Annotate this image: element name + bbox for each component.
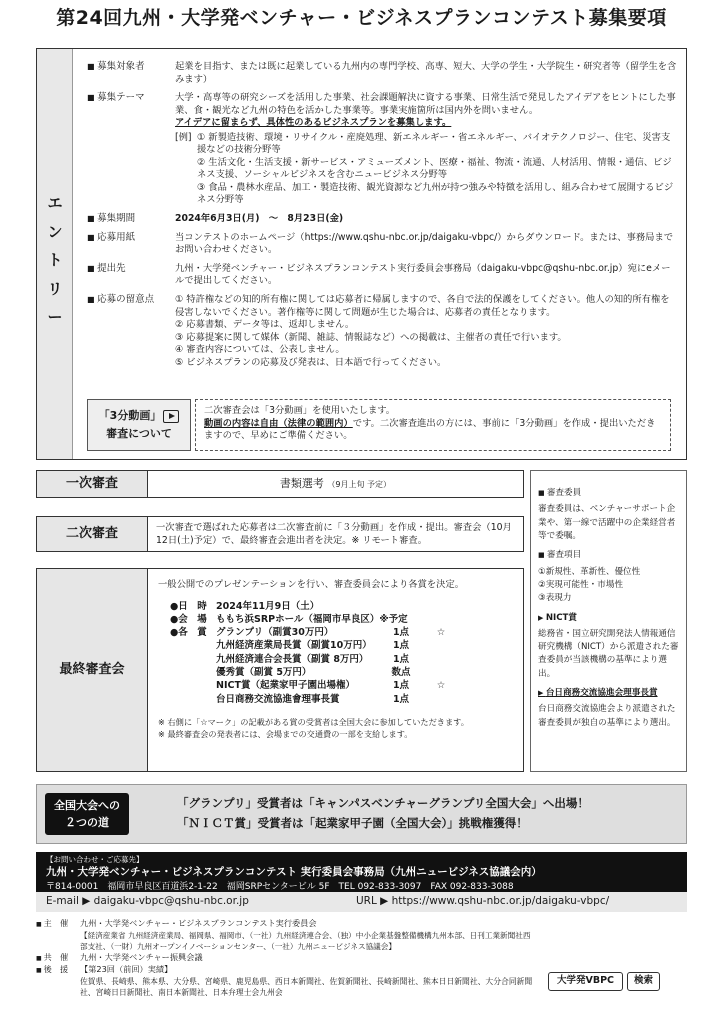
note-item-3: ③ 応募提案に関して媒体（新聞、雑誌、情報誌など）への掲載は、主催者の責任で行います。: [175, 331, 567, 343]
entry-side-label: エ ン ト リ ー: [47, 194, 63, 326]
entry-period-value: 2024年6月3日(月) ～ 8月23日(金): [175, 213, 344, 225]
criteria-list: [538, 566, 679, 606]
final-venue-value: ももち浜SRPホール（福岡市早良区）※予定: [216, 613, 408, 625]
example-item-2: ② 生活文化・生活支援・新サービス・アミューズメント、医療・福祉、物流・流通、人材活用、情報・通信、ビジネス支援、ソーシャルビジネスを含むニュービジネス分野等: [197, 156, 672, 181]
footer-host-members: 【経済産業省 九州経済産業局、福岡県、福岡市、（一社）九州経済連合会、（独）中小企業基盤整備機構九州本部、日刊工業新聞社西部支社、（一財）九州オープンイノベーションセンター、（一社）九州ニュービジネス協議会】: [80, 930, 531, 951]
entry-theme-examples: [175, 132, 677, 207]
criteria-heading: ■ 審査項目: [538, 549, 679, 562]
video-badge-line2: 審査について: [106, 426, 172, 440]
nict-text: 総務省・国立研究開発法人情報通信研究機構（NICT）から派遣された審査委員が当該機構の基準により選出。: [538, 628, 679, 679]
final-label: 最終審査会: [36, 568, 148, 772]
contact-org: 九州・大学発ベンチャー・ビジネスプランコンテスト 実行委員会事務局（九州ニュービジネス協議会内）: [46, 866, 542, 879]
video-review-row: [87, 399, 677, 451]
entry-notes-label: ■ 応募の留意点: [87, 294, 175, 369]
final-info: [170, 600, 513, 706]
star-icon: [426, 653, 456, 666]
prize-name: 優秀賞（副賞 5万円）: [216, 667, 312, 679]
prize-row: [216, 639, 456, 652]
entry-theme-text: 大学・高専等の研究シーズを活用した事業、社会課題解決に資する事業、日常生活で発見したアイデアをヒントにした事業、食・観光など九州の特色を活かした事業等。事業実施箇所は国内外を問いません。: [175, 92, 676, 116]
nationals-line-1: 「グランプリ」受賞者は「キャンパスベンチャーグランプリ全国大会」へ出場！: [177, 796, 589, 810]
final-date-key: ●日 時: [170, 600, 207, 612]
criteria-item-2: ②実現可能性・市場性: [538, 579, 624, 590]
nationals-label-2: ２つの道: [65, 815, 109, 829]
screening2-label: 二次審査: [36, 516, 148, 552]
prize-row: [216, 626, 456, 639]
prize-row: [216, 679, 456, 692]
prize-list: [216, 626, 456, 706]
contact-email[interactable]: E-mail ▶ daigaku-vbpc@qshu-nbc.or.jp: [46, 895, 249, 907]
footer: [36, 918, 536, 998]
video-description: [195, 399, 671, 451]
prize-row: [216, 653, 456, 666]
entry-theme-value: [175, 92, 677, 207]
example-item-1: ① 新製造技術、環境・リサイクル・産廃処理、新エネルギー・省エネルギー、バイオテクノロジー、住宅、災害支援などの技術分野等: [197, 131, 671, 156]
footer-host-value: 九州・大学発ベンチャー・ビジネスプランコンテスト実行委員会: [80, 918, 317, 928]
nict-heading: ▶ NICT賞: [538, 612, 679, 625]
prize-name: NICT賞（起業家甲子園出場権）: [216, 680, 355, 692]
entry-submit-row: [87, 263, 677, 288]
prize-count: 数点: [391, 667, 411, 679]
contact-url[interactable]: URL ▶ https://www.qshu-nbc.or.jp/daigaku-vbpc/: [356, 895, 610, 907]
entry-submit-label: ■ 提出先: [87, 263, 175, 288]
star-icon: [426, 639, 456, 652]
footer-host-key: ■ 主 催: [36, 918, 80, 930]
final-prizes-key: ●各 賞: [170, 627, 207, 639]
entry-form-row: [87, 232, 677, 257]
example-item-3: ③ 食品・農林水産品、加工・製造技術、観光資源など九州が持つ強みや特徴を活用し、組み合わせて展開するビジネス分野等: [197, 181, 674, 206]
entry-notes-row: [87, 294, 677, 369]
final-content: [148, 568, 524, 772]
prize-row: [216, 693, 456, 706]
footer-support-row: [36, 964, 536, 976]
video-badge: [87, 399, 191, 451]
contact-email-row: [36, 892, 687, 912]
search-widget: [548, 972, 660, 991]
footer-cohost-row: [36, 952, 536, 964]
prize-name: グランプリ（副賞30万円）: [216, 627, 334, 639]
footer-host-row: [36, 918, 536, 930]
prize-count: 1点: [392, 653, 410, 665]
star-icon: ☆: [436, 680, 446, 692]
prize-name: 九州経済産業局長賞（副賞10万円）: [216, 640, 372, 652]
note-item-5: ⑤ ビジネスプランの応募及び発表は、日本語で行ってください。: [175, 356, 447, 368]
footer-cohost-value: 九州・大学発ベンチャー振興会議: [80, 951, 203, 962]
nationals-line-2: 「ＮＩＣＴ賞」受賞者は「起業家甲子園（全国大会）」挑戦権獲得！: [177, 815, 528, 830]
prize-row: [216, 666, 456, 679]
judges-heading: ■ 審査委員: [538, 487, 679, 500]
nationals-banner: [36, 784, 687, 844]
prize-name: 九州経済連合会長賞（副賞 8万円）: [216, 653, 369, 665]
note-item-4: ④ 審査内容については、公表しません。: [175, 344, 345, 356]
search-term[interactable]: 大学発VBPC: [548, 972, 623, 991]
entry-theme-emphasis: アイデアに留まらず、具体性のあるビジネスプランを募集します。: [175, 117, 452, 129]
final-intro: 一般公開でのプレゼンテーションを行い、審査委員会により各賞を決定。: [158, 579, 465, 590]
nationals-label-1: 全国大会への: [54, 799, 120, 812]
entry-form-label: ■ 応募用紙: [87, 232, 175, 257]
screening1-content: [148, 470, 524, 498]
final-note-1: ※ 右側に「☆マーク」の記載がある賞の受賞者は全国大会に参加していただきます。: [158, 716, 469, 727]
entry-side-panel: [37, 49, 73, 459]
entry-theme-row: [87, 92, 677, 207]
prize-count: 1点: [392, 627, 410, 639]
nationals-label: [45, 793, 129, 835]
entry-target-row: [87, 61, 677, 86]
entry-period-row: [87, 213, 677, 226]
criteria-item-1: ①新規性、革新性、優位性: [538, 566, 641, 577]
contact-tag: 【お問い合わせ・ご応募先】: [46, 855, 144, 864]
star-icon: [426, 666, 456, 679]
footer-support-key: ■ 後 援: [36, 964, 80, 976]
nationals-text: [177, 794, 589, 833]
prize-count: 1点: [392, 693, 410, 705]
note-item-2: ② 応募書類、データ等は、返却しません。: [175, 319, 355, 331]
contact-address: 〒814-0001 福岡市早良区百道浜2-1-22 福岡SRPセンタービル 5F TEL 092-833-3097 FAX 092-833-3088: [46, 881, 514, 892]
note-item-1: ① 特許権などの知的所有権に関しては応募者に帰属しますので、各自で法的保護をしてください。他人の知的所有権を侵害しないでください。著作権等に関して問題が生じた場合は、応募者の責任となります。: [175, 294, 670, 318]
search-button[interactable]: 検索: [627, 972, 660, 991]
entry-target-label: ■ 募集対象者: [87, 61, 175, 86]
entry-target-value: 起業を目指す、または既に起業している九州内の専門学校、高専、短大、大学の学生・大学院生・研究者等（留学生を含みます）: [175, 61, 677, 85]
prize-name: 台日商務交流協進會理事長賞: [216, 693, 340, 705]
final-prizes-row: [170, 626, 513, 706]
video-text-1: 二次審査会は「3分動画」を使用いたします。: [204, 405, 396, 416]
judges-text: 審査委員は、ベンチャーサポート企業や、第一線で活躍中の企業経営者等で委嘱。: [538, 504, 676, 541]
play-icon: [163, 410, 179, 423]
star-icon: [426, 693, 456, 706]
prize-count: 1点: [392, 680, 410, 692]
footer-support-list: 佐賀県、長崎県、熊本県、大分県、宮崎県、鹿児島県、西日本新聞社、佐賀新聞社、長崎新聞社、熊本日日新聞社、大分合同新聞社、宮崎日日新聞社、南日本新聞社、日本弁理士会九州会: [80, 976, 533, 997]
footer-support-value: 【第23回（前回）実績】: [80, 963, 173, 974]
final-venue-row: [170, 613, 513, 626]
screening2-content: 一次審査で選ばれた応募者は二次審査前に「３分動画」を作成・提出。審査会（10月12日(土)予定）で、最終審査会進出者を決定。※ リモート審査。: [148, 516, 524, 552]
star-icon: ☆: [436, 627, 446, 639]
video-badge-line1: 「3分動画」: [98, 409, 162, 422]
screening1-note: （9月上旬 予定）: [327, 480, 392, 489]
footer-cohost-key: ■ 共 催: [36, 952, 80, 964]
final-notes: [158, 716, 513, 741]
video-text-2: [204, 418, 662, 443]
entry-notes-value: [175, 294, 677, 369]
entry-form-value: 当コンテストのホームページ（https://www.qshu-nbc.or.jp/daigaku-vbpc/）からダウンロード。または、事務局までお問い合わせください。: [175, 231, 674, 256]
screening1-text: 書類選考: [279, 477, 324, 490]
example-list: [197, 132, 677, 207]
screening1-label: 一次審査: [36, 470, 148, 498]
final-date-row: [170, 600, 513, 613]
prize-count: 1点: [392, 640, 410, 652]
entry-submit-value: 九州・大学発ベンチャー・ビジネスプランコンテスト実行委員会事務局（daigaku-vbpc@qshu-nbc.or.jp）宛にeメールで提出してください。: [175, 262, 671, 287]
entry-section: [36, 48, 687, 460]
example-tag: [例]: [175, 131, 192, 143]
criteria-item-3: ③表現力: [538, 593, 572, 604]
entry-rows: [87, 61, 677, 375]
final-note-2: ※ 最終審査会の発表者には、会場までの交通費の一部を支給します。: [158, 729, 413, 740]
entry-theme-label: ■ 募集テーマ: [87, 92, 175, 207]
entry-period-label: ■ 募集期間: [87, 213, 175, 226]
final-date-value: 2024年11月9日（土）: [216, 600, 320, 612]
video-text-rest: です。二次審査進出の方には、事前に「3分動画」を作成・提出いただきますので、早めにご準備ください。: [204, 417, 656, 442]
taiwan-heading: ▶ 台日商務交流協進会理事長賞: [538, 687, 679, 700]
taiwan-text: 台日商務交流協進会より派遣された審査委員が独自の基準により選出。: [538, 704, 676, 728]
judges-panel: [530, 470, 687, 772]
video-text-emphasis: 動画の内容は自由（法律の範囲内）: [204, 417, 353, 429]
page-title: 第24回九州・大学発ベンチャー・ビジネスプランコンテスト募集要項: [56, 7, 667, 29]
final-venue-key: ●会 場: [170, 613, 207, 625]
